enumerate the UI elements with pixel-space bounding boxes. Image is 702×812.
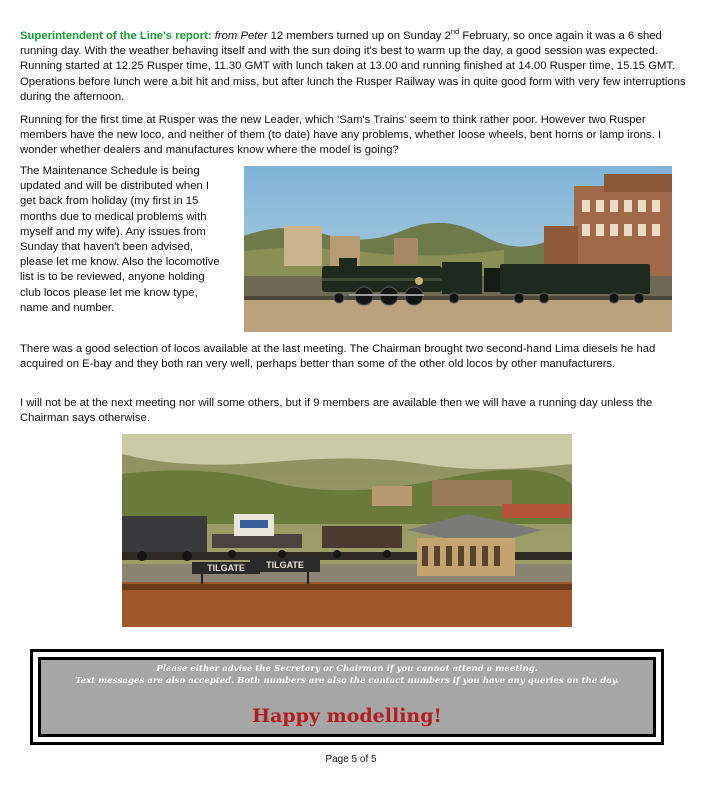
report-paragraph-3: The Maintenance Schedule is being updated and will be distributed when I get back from holiday (my first in 15 months due to medical problems with myself and my wife). Any issues from Sunday that haven't been advised, please let me know. Also the locomotive list is to be reviewed, anyone holding club locos please let me know type, name and number.: [20, 165, 220, 314]
locomotive-photo: [244, 166, 672, 332]
report-paragraph-1: [20, 29, 688, 105]
station-photo-image: [122, 434, 572, 627]
notice-box-inner: [38, 657, 656, 737]
report-heading: Superintendent of the Line's report:: [20, 30, 212, 42]
report-paragraph-2: Running for the first time at Rusper was the new Leader, which 'Sam's Trains' seem to think rather poor. However two Rusper members have the new loco, and neither of them (to date) have any problems, whether loose wheels, bent horns or lamp irons. I wonder whether dealers and manufactures know where the model is going?: [20, 114, 662, 157]
locomotive-photo-image: [244, 166, 672, 332]
notice-box: [30, 649, 664, 745]
report-author: from Peter: [214, 30, 268, 42]
report-text-1b: February, so once again it was a 6 shed running day. With the weather behaving itself and with the sun doing it's best to warm up the day, a good session was expected. Running started at 12.25 Rusper time, 11.30 GMT with lunch taken at 13.00 and running finished at 14.00 Rusper time, 15.15 GMT. Operations before lunch were a bit hit and miss, but after lunch the Rusper Railway was in quite good form with very few interruptions during the afternoon.: [20, 30, 686, 103]
report-paragraph-5: I will not be at the next meeting nor will some others, but if 9 members are available then we will have a running day unless the Chairman says otherwise.: [20, 397, 653, 425]
page-number: Page 5 of 5: [325, 754, 377, 765]
station-sign-left: TILGATE: [207, 563, 245, 573]
happy-modelling-heading: Happy modelling!: [252, 705, 442, 727]
station-sign-right: TILGATE: [266, 560, 304, 570]
report-paragraph-4: There was a good selection of locos available at the last meeting. The Chairman brought two second-hand Lima diesels he had acquired on E-bay and they both ran very well, perhaps better than some of the other old locos by other manufacturers.: [20, 343, 656, 371]
date-ordinal: nd: [450, 27, 460, 37]
report-text-1a: 12 members turned up on Sunday 2: [270, 30, 451, 42]
notice-line-1: Please either advise the Secretary or Chairman if you cannot attend a meeting.: [156, 664, 538, 674]
station-photo: [122, 434, 572, 627]
notice-line-2: Text messages are also accepted. Both numbers are also the contact numbers if you have any queries on the day.: [75, 676, 619, 686]
